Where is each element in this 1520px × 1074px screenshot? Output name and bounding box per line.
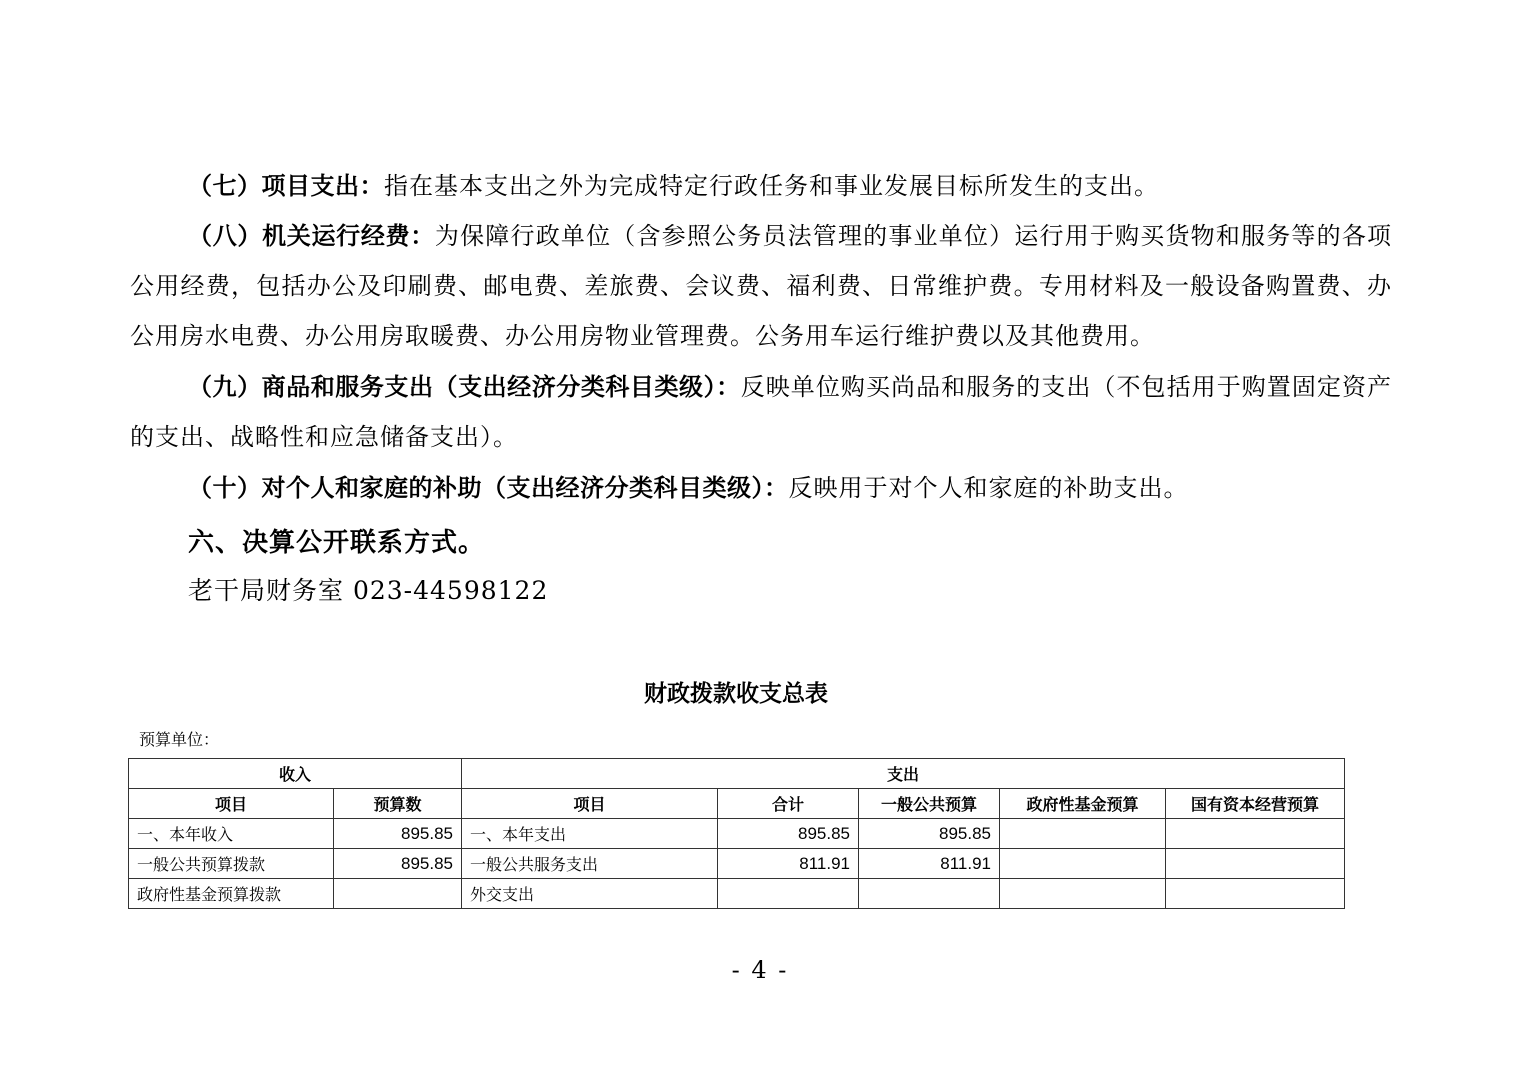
group-header-row [129, 759, 1345, 789]
contact-info: 老干局财务室 023-44598122 [188, 576, 549, 605]
table-cell: 一、本年支出 [462, 819, 718, 849]
budget-unit-label: 预算单位： [139, 730, 220, 749]
column-header: 项目 [129, 789, 334, 819]
table-cell: 外交支出 [462, 879, 718, 909]
paragraph-body: 为保障行政单位（含参照公务员法管理的事业单位）运行用于购买货物和服务等的各项公用经费，包括办公及印刷费、邮电费、差旅费、会议费、福利费、日常维护费。专用材料及一般设备购置费、办公用房水电费、办公用房取暖费、办公用房物业管理费。公务用车运行维护费以及其他费用。 [130, 222, 1393, 350]
column-header: 合计 [718, 789, 859, 819]
table-cell: 895.85 [718, 819, 859, 849]
table-cell [1000, 849, 1166, 879]
table-cell [718, 879, 859, 909]
table-cell: 一般公共预算拨款 [129, 849, 334, 879]
paragraph-body: 指在基本支出之外为完成特定行政任务和事业发展目标所发生的支出。 [384, 172, 1159, 200]
column-header: 一般公共预算 [859, 789, 1000, 819]
table-row [129, 819, 1345, 849]
paragraph-goods-services [130, 362, 1392, 462]
income-group-header: 收入 [129, 759, 462, 789]
paragraph-body: 反映用于对个人和家庭的补助支出。 [788, 474, 1189, 502]
table-cell [1000, 819, 1166, 849]
table-cell: 895.85 [334, 819, 462, 849]
fiscal-summary-table [128, 758, 1345, 909]
table-cell [1166, 819, 1345, 849]
table-cell: 一、本年收入 [129, 819, 334, 849]
paragraph-household-subsidy [130, 463, 1392, 513]
table-cell: 811.91 [859, 849, 1000, 879]
table-cell: 一般公共服务支出 [462, 849, 718, 879]
table-cell [334, 879, 462, 909]
table-cell: 895.85 [859, 819, 1000, 849]
paragraph-body: 反映单位购买尚品和服务的支出（不包括用于购置固定资产的支出、战略性和应急储备支出）。 [130, 373, 1393, 451]
table-cell [859, 879, 1000, 909]
table-cell [1166, 879, 1345, 909]
column-header: 项目 [462, 789, 718, 819]
table-cell: 895.85 [334, 849, 462, 879]
column-header-row [129, 789, 1345, 819]
paragraph-project-expenditure [130, 161, 1392, 211]
table-title: 财政拨款收支总表 [644, 680, 828, 707]
paragraph-heading: （九）商品和服务支出（支出经济分类科目类级）： [188, 373, 741, 401]
paragraph-heading: （八）机关运行经费： [188, 222, 435, 250]
column-header: 预算数 [334, 789, 462, 819]
table-cell [1166, 849, 1345, 879]
expense-group-header: 支出 [462, 759, 1345, 789]
paragraph-heading: （十）对个人和家庭的补助（支出经济分类科目类级）： [188, 474, 789, 502]
column-header: 国有资本经营预算 [1166, 789, 1345, 819]
table-cell [1000, 879, 1166, 909]
paragraph-heading: （七）项目支出： [188, 172, 384, 200]
column-header: 政府性基金预算 [1000, 789, 1166, 819]
page-number: - 4 - [731, 956, 789, 984]
section-heading: 六、决算公开联系方式。 [188, 528, 486, 558]
table-row [129, 879, 1345, 909]
table-cell: 政府性基金预算拨款 [129, 879, 334, 909]
table-cell: 811.91 [718, 849, 859, 879]
table-row [129, 849, 1345, 879]
paragraph-operating-expenses [130, 211, 1392, 361]
